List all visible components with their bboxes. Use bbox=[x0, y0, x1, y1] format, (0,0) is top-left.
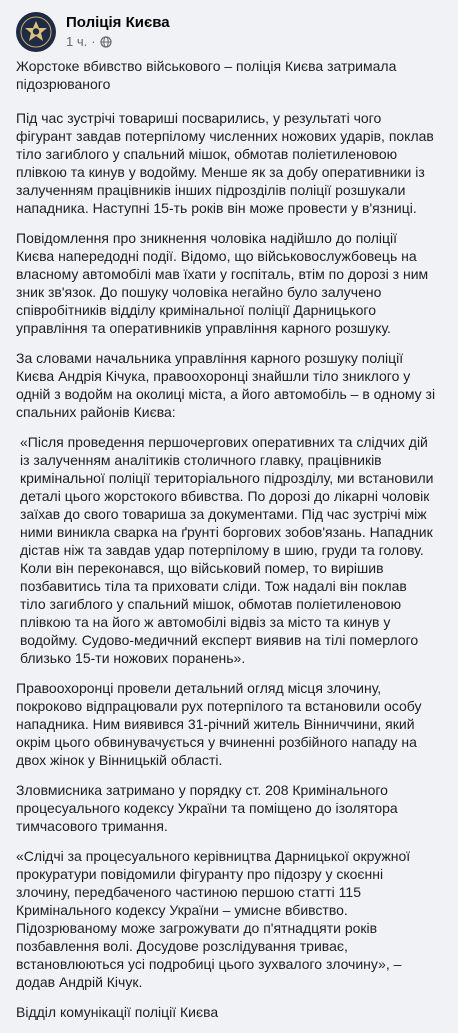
post-title: Жорстоке вбивство військового – поліція Києва затримала підозрюваного bbox=[16, 58, 397, 92]
post-header bbox=[16, 12, 436, 56]
post-time[interactable]: 1 ч. bbox=[66, 34, 88, 49]
post-quote: «Слідчі за процесуального керівництва Дарницької окружної прокуратури повідомили фігуранту про підозру у скоєнні злочину, передбаченого частиною першою статті 115 Кримінального кодексу України – умисне вбивство. Підозрюваному може загрожувати до п'ятнадцяти років позбавлення волі. Досудове розслідування триває, встановлюються усі подробиці цього зухвалого злочину», – додав Андрій Кічук. bbox=[16, 848, 411, 990]
avatar[interactable] bbox=[16, 12, 56, 52]
police-badge-icon bbox=[20, 16, 52, 48]
post-signature: Відділ комунікації поліції Києва bbox=[16, 1004, 219, 1020]
post-paragraph: За словами начальника управління карного розшуку поліції Києва Андрія Кічука, правоохоронці знайшли тіло зниклого у одній з водойм на околиці міста, а його автомобіль – в одному зі спальних районів Києва: bbox=[16, 350, 436, 420]
page-name-link[interactable]: Поліція Києва bbox=[66, 14, 170, 31]
post-paragraph: Під час зустрічі товариші посварились, у результаті чого фігурант завдав потерпілому численних ножових ударів, поклав тіло загиблого у спальний мішок, обмотав поліетиленовою плівкою та кинув у водойму. Менше як за добу оперативники із залученням працівників інших підрозділів поліції розшукали нападника. Наступні 15-ть років він може провести у в'язниці. bbox=[16, 110, 434, 216]
post-paragraph: Правоохоронці провели детальний огляд місця злочину, покроково відпрацювали рух потерпілого та встановили особу нападника. Ним виявився 31-річний житель Вінниччини, який окрім цього обвинувачується у вчиненні розбійного нападу на двох жінок у Вінницькій області. bbox=[16, 680, 422, 768]
post-paragraph: Зловмисника затримано у порядку ст. 208 Кримінального процесуального кодексу України та поміщено до ізолятора тимчасового тримання. bbox=[16, 782, 398, 834]
globe-icon[interactable] bbox=[100, 36, 112, 48]
post-paragraph: Повідомлення про зникнення чоловіка надійшло до поліції Києва напередодні події. Відомо, що військовослужбовець на власному автомобілі мав їхати у госпіталь, втім по дорозі з ним зник зв'язок. До пошуку чоловіка негайно було залучено співробітників відділу кримінальної поліції Дарницького управління та оперативників управління карного розшуку. bbox=[16, 230, 429, 336]
meta-separator: · bbox=[91, 34, 96, 49]
post-quote: «Після проведення першочергових оперативних та слідчих дій із залученням аналітиків столичного главку, працівників кримінальної поліції територіального підрозділу, ми встановили деталі цього жорстокого вбивства. По дорозі до лікарні чоловік заїхав до свого товариша за документами. Під час зустрічі між ними виникла сварка на ґрунті боргових зобов'язань. Нападник дістав ніж та завдав удар потерпілому в шию, груди та голову. Коли він переконався, що військовий помер, то вирішив позбавитись тіла та приховати сліди. Тож надалі він поклав тіло загиблого у спальний мішок, обмотав поліетиленовою плівкою та на його ж автомобілі відвіз за місто та кинув у водойму. Судово-медичний експерт виявив на тілі померлого близько 15-ти ножових поранень». bbox=[20, 434, 434, 666]
post-content bbox=[16, 57, 436, 1033]
post-meta bbox=[66, 34, 112, 49]
